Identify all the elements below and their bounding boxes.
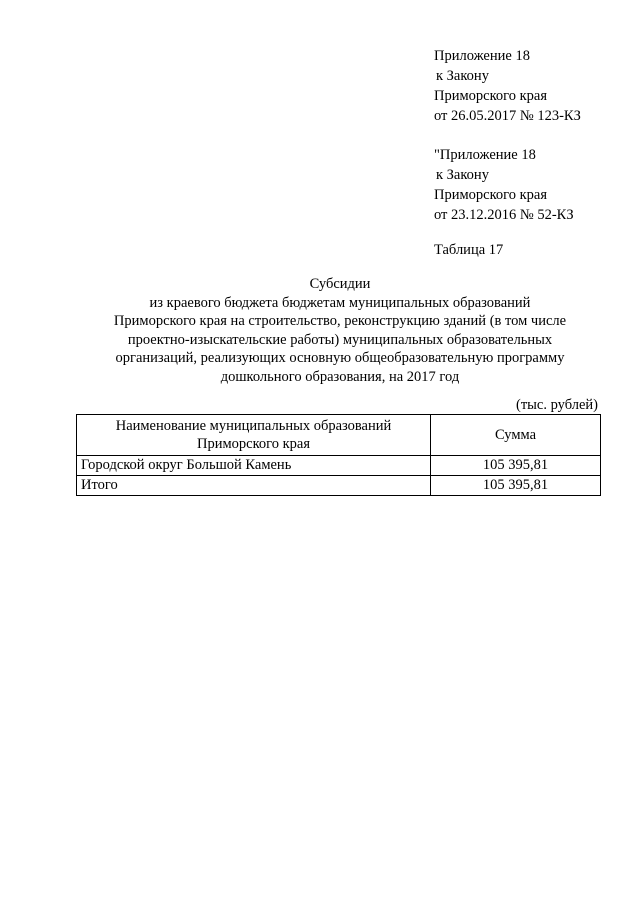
title-line: Приморского края на строительство, реконструкцию зданий (в том числе	[113, 313, 567, 329]
units-label: (тыс. рублей)	[516, 397, 598, 413]
appendix-line: Приморского края	[434, 187, 548, 203]
appendix-header-current	[434, 46, 581, 126]
table-row	[77, 456, 601, 476]
title-line: из краевого бюджета бюджетам муниципальных образований	[149, 294, 531, 311]
title-line: организаций, реализующих основную общеобразовательную программу	[115, 350, 565, 366]
appendix-line: Приморского края	[434, 88, 548, 104]
table-header-row	[77, 415, 601, 456]
title-line: проектно-изыскательские работы) муниципальных образовательных	[127, 331, 553, 348]
appendix-line: от 23.12.2016 № 52-КЗ	[434, 207, 574, 223]
appendix-line: от 26.05.2017 № 123-КЗ	[434, 108, 581, 124]
appendix-line: Приложение 18	[434, 48, 530, 64]
appendix-line: к Закону	[436, 167, 489, 183]
column-header-sum: Сумма	[431, 415, 601, 456]
subsidy-table	[76, 414, 601, 496]
column-header-name	[77, 415, 431, 456]
total-row	[77, 476, 601, 496]
column-header-name-line: Приморского края	[196, 436, 310, 452]
table-number: Таблица 17	[434, 242, 504, 258]
appendix-line: "Приложение 18	[434, 147, 536, 163]
total-sum-cell: 105 395,81	[431, 476, 601, 496]
appendix-header-original	[434, 145, 574, 225]
column-header-name-line: Наименование муниципальных образований	[115, 418, 392, 434]
appendix-line: к Закону	[436, 68, 489, 84]
municipality-name-cell: Городской округ Большой Камень	[77, 456, 431, 476]
title-line: Субсидии	[309, 276, 371, 292]
total-label-cell: Итого	[77, 476, 431, 496]
sum-cell: 105 395,81	[431, 456, 601, 476]
document-title	[60, 275, 620, 386]
title-line: дошкольного образования, на 2017 год	[220, 368, 460, 385]
